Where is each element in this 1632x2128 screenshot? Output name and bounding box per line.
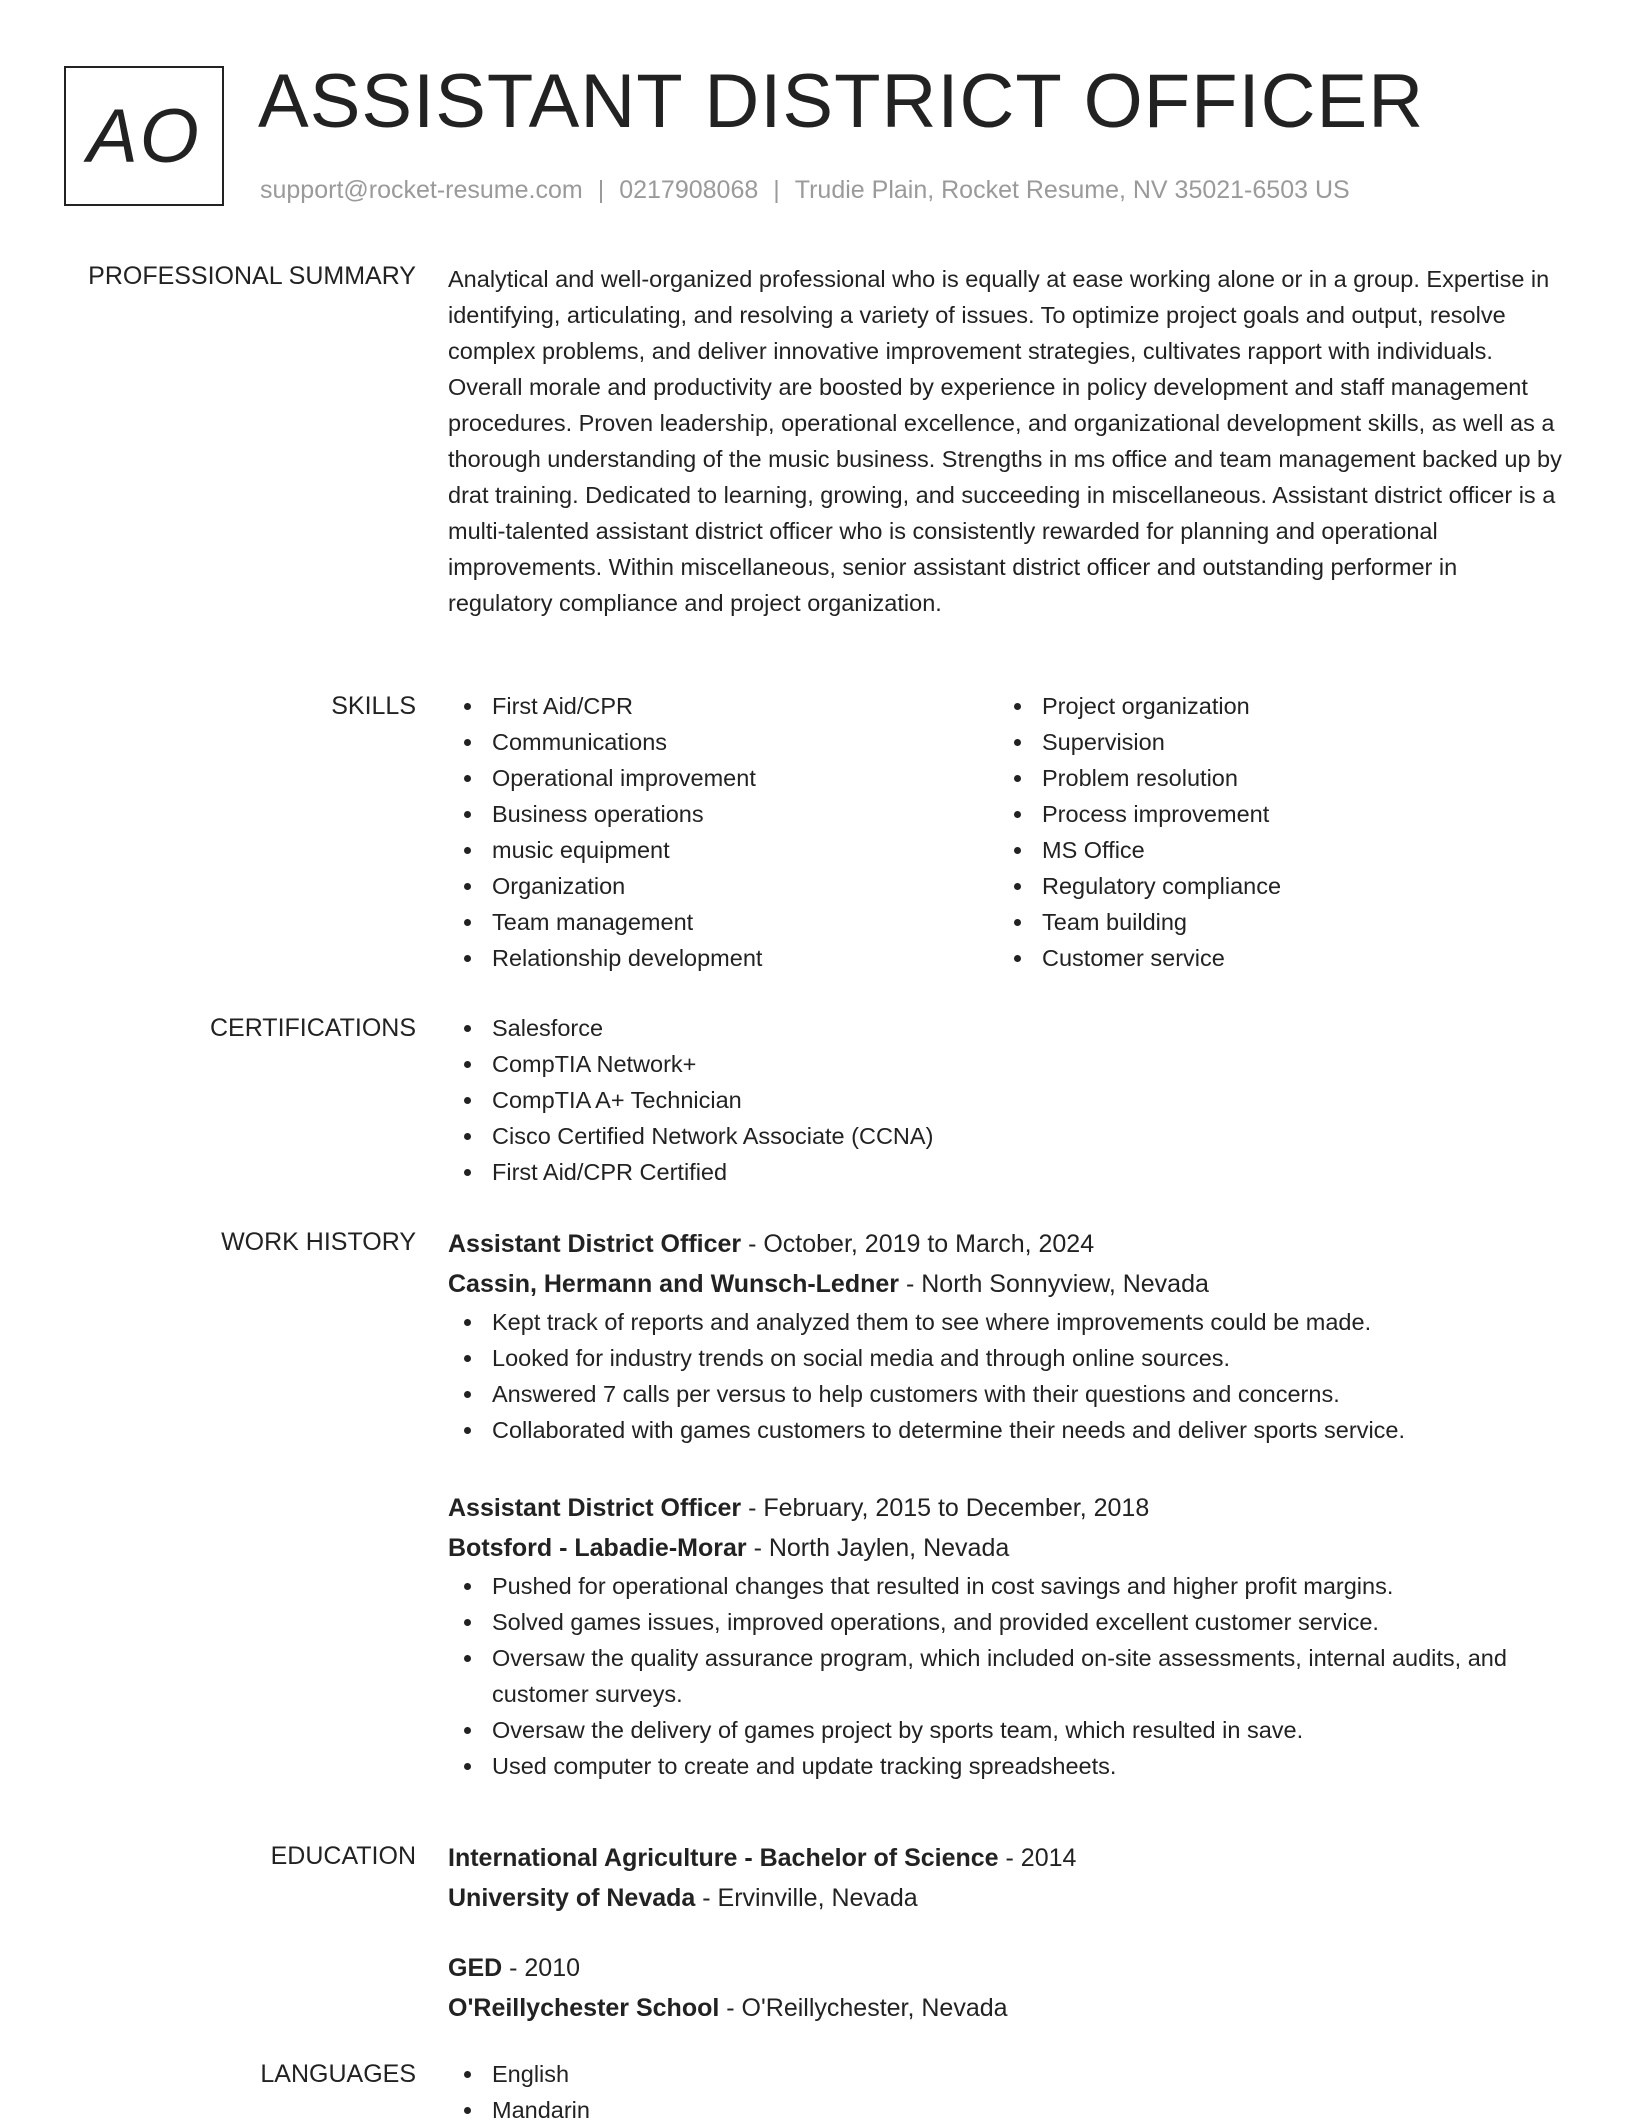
job-bullets xyxy=(448,1304,1568,1448)
contact-separator: | xyxy=(597,176,605,204)
job-company: Cassin, Hermann and Wunsch-Ledner xyxy=(448,1270,900,1298)
skill-item: Supervision xyxy=(998,724,1548,760)
education-degree-line xyxy=(448,1948,1568,1988)
education-degree: GED xyxy=(448,1954,503,1982)
job-company-line xyxy=(448,1528,1568,1568)
certification-item: Salesforce xyxy=(448,1010,1568,1046)
job-title: Assistant District Officer xyxy=(448,1230,742,1258)
education-entry xyxy=(448,1948,1568,2028)
section-label-education: EDUCATION xyxy=(270,1842,416,1870)
summary-body xyxy=(448,261,1568,621)
certification-item: Cisco Certified Network Associate (CCNA) xyxy=(448,1118,1568,1154)
candidate-name: ASSISTANT DISTRICT OFFICER xyxy=(258,59,1425,144)
job-entry xyxy=(448,1488,1568,1784)
job-title: Assistant District Officer xyxy=(448,1494,742,1522)
education-degree-line xyxy=(448,1838,1568,1878)
job-company-line xyxy=(448,1264,1568,1304)
work-history-body xyxy=(448,1224,1568,1816)
education-school: University of Nevada xyxy=(448,1884,696,1912)
contact-address: Trudie Plain, Rocket Resume, NV 35021-6503 US xyxy=(794,176,1350,204)
skill-item: MS Office xyxy=(998,832,1548,868)
section-label-languages: LANGUAGES xyxy=(260,2060,416,2088)
education-year: - 2010 xyxy=(502,1954,581,1982)
languages-list xyxy=(448,2056,1568,2128)
education-school-line xyxy=(448,1988,1568,2028)
job-bullet: Answered 7 calls per versus to help customers with their questions and concerns. xyxy=(448,1376,1568,1412)
skill-item: Process improvement xyxy=(998,796,1548,832)
skill-item: Problem resolution xyxy=(998,760,1548,796)
contact-phone[interactable]: 0217908068 xyxy=(619,176,759,204)
skills-body xyxy=(448,688,1568,976)
monogram-box xyxy=(64,66,224,206)
contact-line xyxy=(260,174,1350,206)
job-entry xyxy=(448,1224,1568,1448)
job-bullet: Solved games issues, improved operations, and provided excellent customer service. xyxy=(448,1604,1568,1640)
skill-item: Business operations xyxy=(448,796,998,832)
education-school-line xyxy=(448,1878,1568,1918)
education-entry xyxy=(448,1838,1568,1918)
certifications-body xyxy=(448,1010,1568,1190)
job-bullets xyxy=(448,1568,1568,1784)
job-dates: - February, 2015 to December, 2018 xyxy=(741,1494,1150,1522)
language-item: Mandarin xyxy=(448,2092,1568,2128)
certification-item: CompTIA Network+ xyxy=(448,1046,1568,1082)
job-location: - North Sonnyview, Nevada xyxy=(899,1270,1209,1298)
job-bullet: Kept track of reports and analyzed them to see where improvements could be made. xyxy=(448,1304,1568,1340)
summary-text: Analytical and well-organized professional who is equally at ease working alone or in a group. Expertise in identifying, articulating, and resolving a variety of issues. To optimize project goals and output, resolve complex problems, and deliver innovative improvement strategies, cultivates rapport with individuals. Overall morale and productivity are boosted by experience in policy development and staff management procedures. Proven leadership, operational excellence, and organizational development skills, as well as a thorough understanding of the music business. Strengths in ms office and team management backed up by drat training. Dedicated to learning, growing, and succeeding in miscellaneous. Assistant district officer is a multi-talented assistant district officer who is consistently rewarded for planning and operational improvements. Within miscellaneous, senior assistant district officer and outstanding performer in regulatory compliance and project organization. xyxy=(448,266,1562,616)
skill-item: Communications xyxy=(448,724,998,760)
certification-item: First Aid/CPR Certified xyxy=(448,1154,1568,1190)
skill-item: Customer service xyxy=(998,940,1548,976)
job-bullet: Oversaw the quality assurance program, which included on-site assessments, internal audits, and customer surveys. xyxy=(448,1640,1568,1712)
skills-list-right xyxy=(998,688,1548,976)
contact-email[interactable]: support@rocket-resume.com xyxy=(260,176,583,204)
education-location: - Ervinville, Nevada xyxy=(695,1884,918,1912)
certification-item: CompTIA A+ Technician xyxy=(448,1082,1568,1118)
monogram-initials: AO xyxy=(87,93,201,179)
education-location: - O'Reillychester, Nevada xyxy=(719,1994,1008,2022)
skill-item: Team management xyxy=(448,904,998,940)
skill-item: Operational improvement xyxy=(448,760,998,796)
section-label-work-history: WORK HISTORY xyxy=(221,1228,416,1256)
section-label-certifications: CERTIFICATIONS xyxy=(209,1014,416,1042)
section-label-summary: PROFESSIONAL SUMMARY xyxy=(88,262,416,290)
education-school: O'Reillychester School xyxy=(448,1994,720,2022)
skill-item: Project organization xyxy=(998,688,1548,724)
education-body xyxy=(448,1838,1568,2058)
job-bullet: Used computer to create and update tracking spreadsheets. xyxy=(448,1748,1568,1784)
skill-item: music equipment xyxy=(448,832,998,868)
skill-item: First Aid/CPR xyxy=(448,688,998,724)
education-year: - 2014 xyxy=(998,1844,1077,1872)
job-title-line xyxy=(448,1224,1568,1264)
skills-list-left xyxy=(448,688,998,976)
job-bullet: Oversaw the delivery of games project by sports team, which resulted in save. xyxy=(448,1712,1568,1748)
skill-item: Team building xyxy=(998,904,1548,940)
section-label-skills: SKILLS xyxy=(331,692,416,720)
job-title-line xyxy=(448,1488,1568,1528)
job-dates: - October, 2019 to March, 2024 xyxy=(741,1230,1095,1258)
certifications-list xyxy=(448,1010,1568,1190)
job-company: Botsford - Labadie-Morar xyxy=(448,1534,747,1562)
education-degree: International Agriculture - Bachelor of Science xyxy=(448,1844,999,1872)
language-item: English xyxy=(448,2056,1568,2092)
skill-item: Organization xyxy=(448,868,998,904)
job-location: - North Jaylen, Nevada xyxy=(746,1534,1010,1562)
languages-body xyxy=(448,2056,1568,2128)
skill-item: Relationship development xyxy=(448,940,998,976)
skill-item: Regulatory compliance xyxy=(998,868,1548,904)
contact-separator: | xyxy=(773,176,780,204)
job-bullet: Collaborated with games customers to determine their needs and deliver sports service. xyxy=(448,1412,1568,1448)
job-bullet: Looked for industry trends on social media and through online sources. xyxy=(448,1340,1568,1376)
job-bullet: Pushed for operational changes that resulted in cost savings and higher profit margins. xyxy=(448,1568,1568,1604)
